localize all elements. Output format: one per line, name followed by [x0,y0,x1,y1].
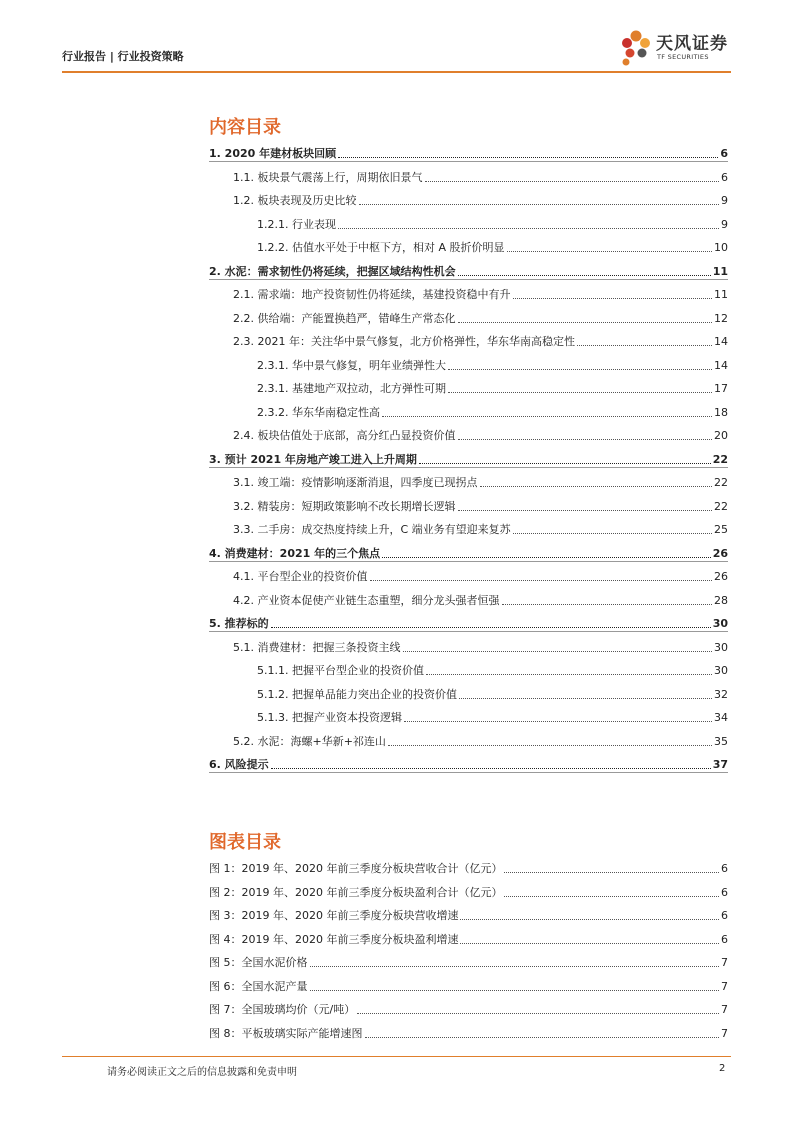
toc-entry[interactable] [233,333,728,349]
figure-entry[interactable] [209,1001,728,1017]
toc-entry-page: 34 [714,711,728,724]
dot-leader [310,966,720,967]
dot-leader [507,251,713,252]
toc-entry-label: 1. 2020 年建材板块回顾 [209,147,337,160]
figure-entry-label: 图 1：2019 年、2020 年前三季度分板块营收合计（亿元） [209,862,503,875]
toc-entry-label: 3.2. 精装房：短期政策影响不改长期增长逻辑 [233,499,456,513]
toc-entry-page: 14 [714,335,728,348]
toc-entry[interactable] [257,380,728,396]
page-number: 2 [719,1063,726,1074]
toc-entry-label: 6. 风险提示 [209,758,269,771]
toc-entry-page: 32 [714,687,728,701]
toc-entry-page: 22 [714,476,728,489]
figure-entry[interactable] [209,1025,728,1041]
figure-entry-label: 图 7：全国玻璃均价（元/吨） [209,1003,356,1016]
toc-entry[interactable] [233,169,728,185]
toc-entry[interactable] [209,615,728,632]
dot-leader [271,627,711,628]
toc-entry-page: 30 [712,617,728,630]
toc-entry[interactable] [257,216,728,232]
toc-entry-label: 2.3.1. 基建地产双拉动，北方弹性可期 [257,382,446,395]
figure-entry-label: 图 6：全国水泥产量 [209,979,308,993]
toc-entry-page: 12 [714,311,728,325]
toc-entry-label: 5.1.1. 把握平台型企业的投资价值 [257,664,424,677]
logo-name-cn: 天风证券 [656,34,728,54]
figure-entry[interactable] [209,884,728,900]
dot-leader [504,872,719,873]
toc-entry-page: 35 [714,734,728,748]
toc-entry-page: 6 [720,147,728,160]
footer-divider [62,1056,731,1057]
report-category: 行业报告 | 行业投资策略 [62,50,184,63]
toc-entry-label: 2.3.1. 华中景气修复，明年业绩弹性大 [257,358,446,372]
dot-leader [365,1037,720,1038]
toc-entry-page: 18 [714,405,728,419]
figure-entry-page: 6 [721,885,728,899]
toc-entry-page: 28 [714,593,728,607]
toc-entry-label: 1.1. 板块景气震荡上行，周期依旧景气 [233,170,423,184]
toc-entry-page: 25 [714,523,728,536]
toc-entry[interactable] [209,756,728,773]
toc-entry-label: 4. 消费建材：2021 年的三个焦点 [209,546,381,560]
toc-entry-page: 6 [721,170,728,184]
toc-entry[interactable] [209,145,728,162]
dot-leader [577,345,712,346]
figure-entry[interactable] [209,860,728,876]
dot-leader [370,580,713,581]
figure-entry-page: 7 [721,979,728,993]
toc-entry[interactable] [233,733,728,749]
toc-entry-label: 2.3.2. 华东华南稳定性高 [257,405,380,419]
dot-leader [359,204,720,205]
toc-entry-label: 3.3. 二手房：成交热度持续上升，C 端业务有望迎来复苏 [233,523,511,536]
toc-entry-label: 2.1. 需求端：地产投资韧性仍将延续，基建投资稳中有升 [233,288,511,301]
figure-entry-page: 7 [721,956,728,969]
dot-leader [513,533,712,534]
toc-entry[interactable] [209,451,728,468]
figure-entry[interactable] [209,954,728,970]
toc-entry-page: 9 [721,217,728,231]
toc-entry-label: 5. 推荐标的 [209,617,269,630]
header-divider [62,71,731,73]
toc-entry-label: 2.2. 供给端：产能置换趋严，错峰生产常态化 [233,311,456,325]
dot-leader [448,369,712,370]
toc-entry[interactable] [233,427,728,443]
toc-entry-label: 5.1.2. 把握单品能力突出企业的投资价值 [257,687,457,701]
dot-leader [271,768,711,769]
dot-leader [480,486,713,487]
logo-flower-icon [618,22,654,68]
toc-entry-page: 9 [721,194,728,207]
dot-leader [310,990,720,991]
toc-entry-page: 14 [714,358,728,372]
dot-leader [458,439,713,440]
dot-leader [382,557,711,558]
toc-entry-page: 26 [712,546,728,560]
dot-leader [504,896,719,897]
toc-entry-label: 1.2.2. 估值水平处于中枢下方，相对 A 股折价明显 [257,241,505,254]
toc-entry-label: 2.3. 2021 年：关注华中景气修复，北方价格弹性，华东华南高稳定性 [233,335,575,348]
toc-entry-label: 1.2.1. 行业表现 [257,217,336,231]
figure-entry-page: 7 [721,1026,728,1040]
dot-leader [403,651,713,652]
toc-entry[interactable] [233,498,728,514]
toc-entry[interactable] [257,662,728,678]
toc-entry-label: 4.1. 平台型企业的投资价值 [233,570,368,583]
dot-leader [338,157,718,158]
toc-entry-page: 37 [712,758,728,771]
toc-entry-page: 11 [712,264,728,278]
dot-leader [425,181,720,182]
dot-leader [338,228,719,229]
figure-entry-label: 图 8：平板玻璃实际产能增速图 [209,1026,363,1040]
dot-leader [460,919,719,920]
toc-entry[interactable] [233,286,728,302]
toc-entry[interactable] [209,545,728,562]
dot-leader [460,943,719,944]
dot-leader [459,698,712,699]
toc-entry[interactable] [257,357,728,373]
toc-entry-label: 1.2. 板块表现及历史比较 [233,194,357,207]
dot-leader [382,416,712,417]
figures-title: 图表目录 [209,832,281,853]
figure-entry-page: 6 [721,862,728,875]
toc-entry-page: 10 [714,241,728,254]
figure-entry[interactable] [209,931,728,947]
toc-entry-label: 5.2. 水泥：海螺+华新+祁连山 [233,734,386,748]
disclaimer: 请务必阅读正文之后的信息披露和免责申明 [107,1067,297,1078]
toc-entry-label: 3.1. 竣工端：疫情影响逐渐消退，四季度已现拐点 [233,476,478,489]
toc-entry-page: 30 [714,664,728,677]
dot-leader [458,510,713,511]
toc-entry-page: 30 [714,640,728,654]
dot-leader [357,1013,719,1014]
dot-leader [513,298,713,299]
toc-entry-label: 5.1. 消费建材：把握三条投资主线 [233,640,401,654]
dot-leader [426,674,712,675]
figure-entry-label: 图 3：2019 年、2020 年前三季度分板块营收增速 [209,909,459,922]
figure-entry-page: 6 [721,932,728,946]
toc-entry[interactable] [233,639,728,655]
toc-entry[interactable] [233,192,728,208]
figure-entry[interactable] [209,907,728,923]
figure-entry-page: 6 [721,909,728,922]
toc-entry-label: 4.2. 产业资本促使产业链生态重塑，细分龙头强者恒强 [233,593,500,607]
toc-entry[interactable] [233,521,728,537]
toc-entry-page: 22 [712,452,728,466]
dot-leader [502,604,713,605]
dot-leader [458,275,711,276]
toc-entry-label: 2. 水泥：需求韧性仍将延续，把握区域结构性机会 [209,264,456,278]
figure-entry-page: 7 [721,1003,728,1016]
figure-entry-label: 图 2：2019 年、2020 年前三季度分板块盈利合计（亿元） [209,885,503,899]
toc-entry[interactable] [257,239,728,255]
dot-leader [388,745,712,746]
logo-name-en: TF SECURITIES [657,53,709,61]
toc-entry[interactable] [233,568,728,584]
dot-leader [404,721,712,722]
toc-title: 内容目录 [209,117,281,138]
toc-entry[interactable] [233,474,728,490]
dot-leader [448,392,712,393]
figure-entry-label: 图 4：2019 年、2020 年前三季度分板块盈利增速 [209,932,459,946]
figure-entry[interactable] [209,978,728,994]
toc-entry-page: 22 [714,499,728,513]
toc-entry-label: 3. 预计 2021 年房地产竣工进入上升周期 [209,452,417,466]
toc-entry[interactable] [233,310,728,326]
toc-entry-page: 17 [714,382,728,395]
toc-entry[interactable] [257,404,728,420]
toc-entry-page: 20 [714,429,728,442]
toc-entry[interactable] [257,709,728,725]
toc-entry[interactable] [257,686,728,702]
toc-entry-page: 11 [714,288,728,301]
toc-entry[interactable] [233,592,728,608]
dot-leader [419,463,711,464]
toc-entry[interactable] [209,263,728,280]
dot-leader [458,322,713,323]
figure-entry-label: 图 5：全国水泥价格 [209,956,308,969]
toc-entry-page: 26 [714,570,728,583]
toc-entry-label: 5.1.3. 把握产业资本投资逻辑 [257,711,402,724]
toc-entry-label: 2.4. 板块估值处于底部，高分红凸显投资价值 [233,429,456,442]
company-logo [618,22,738,68]
